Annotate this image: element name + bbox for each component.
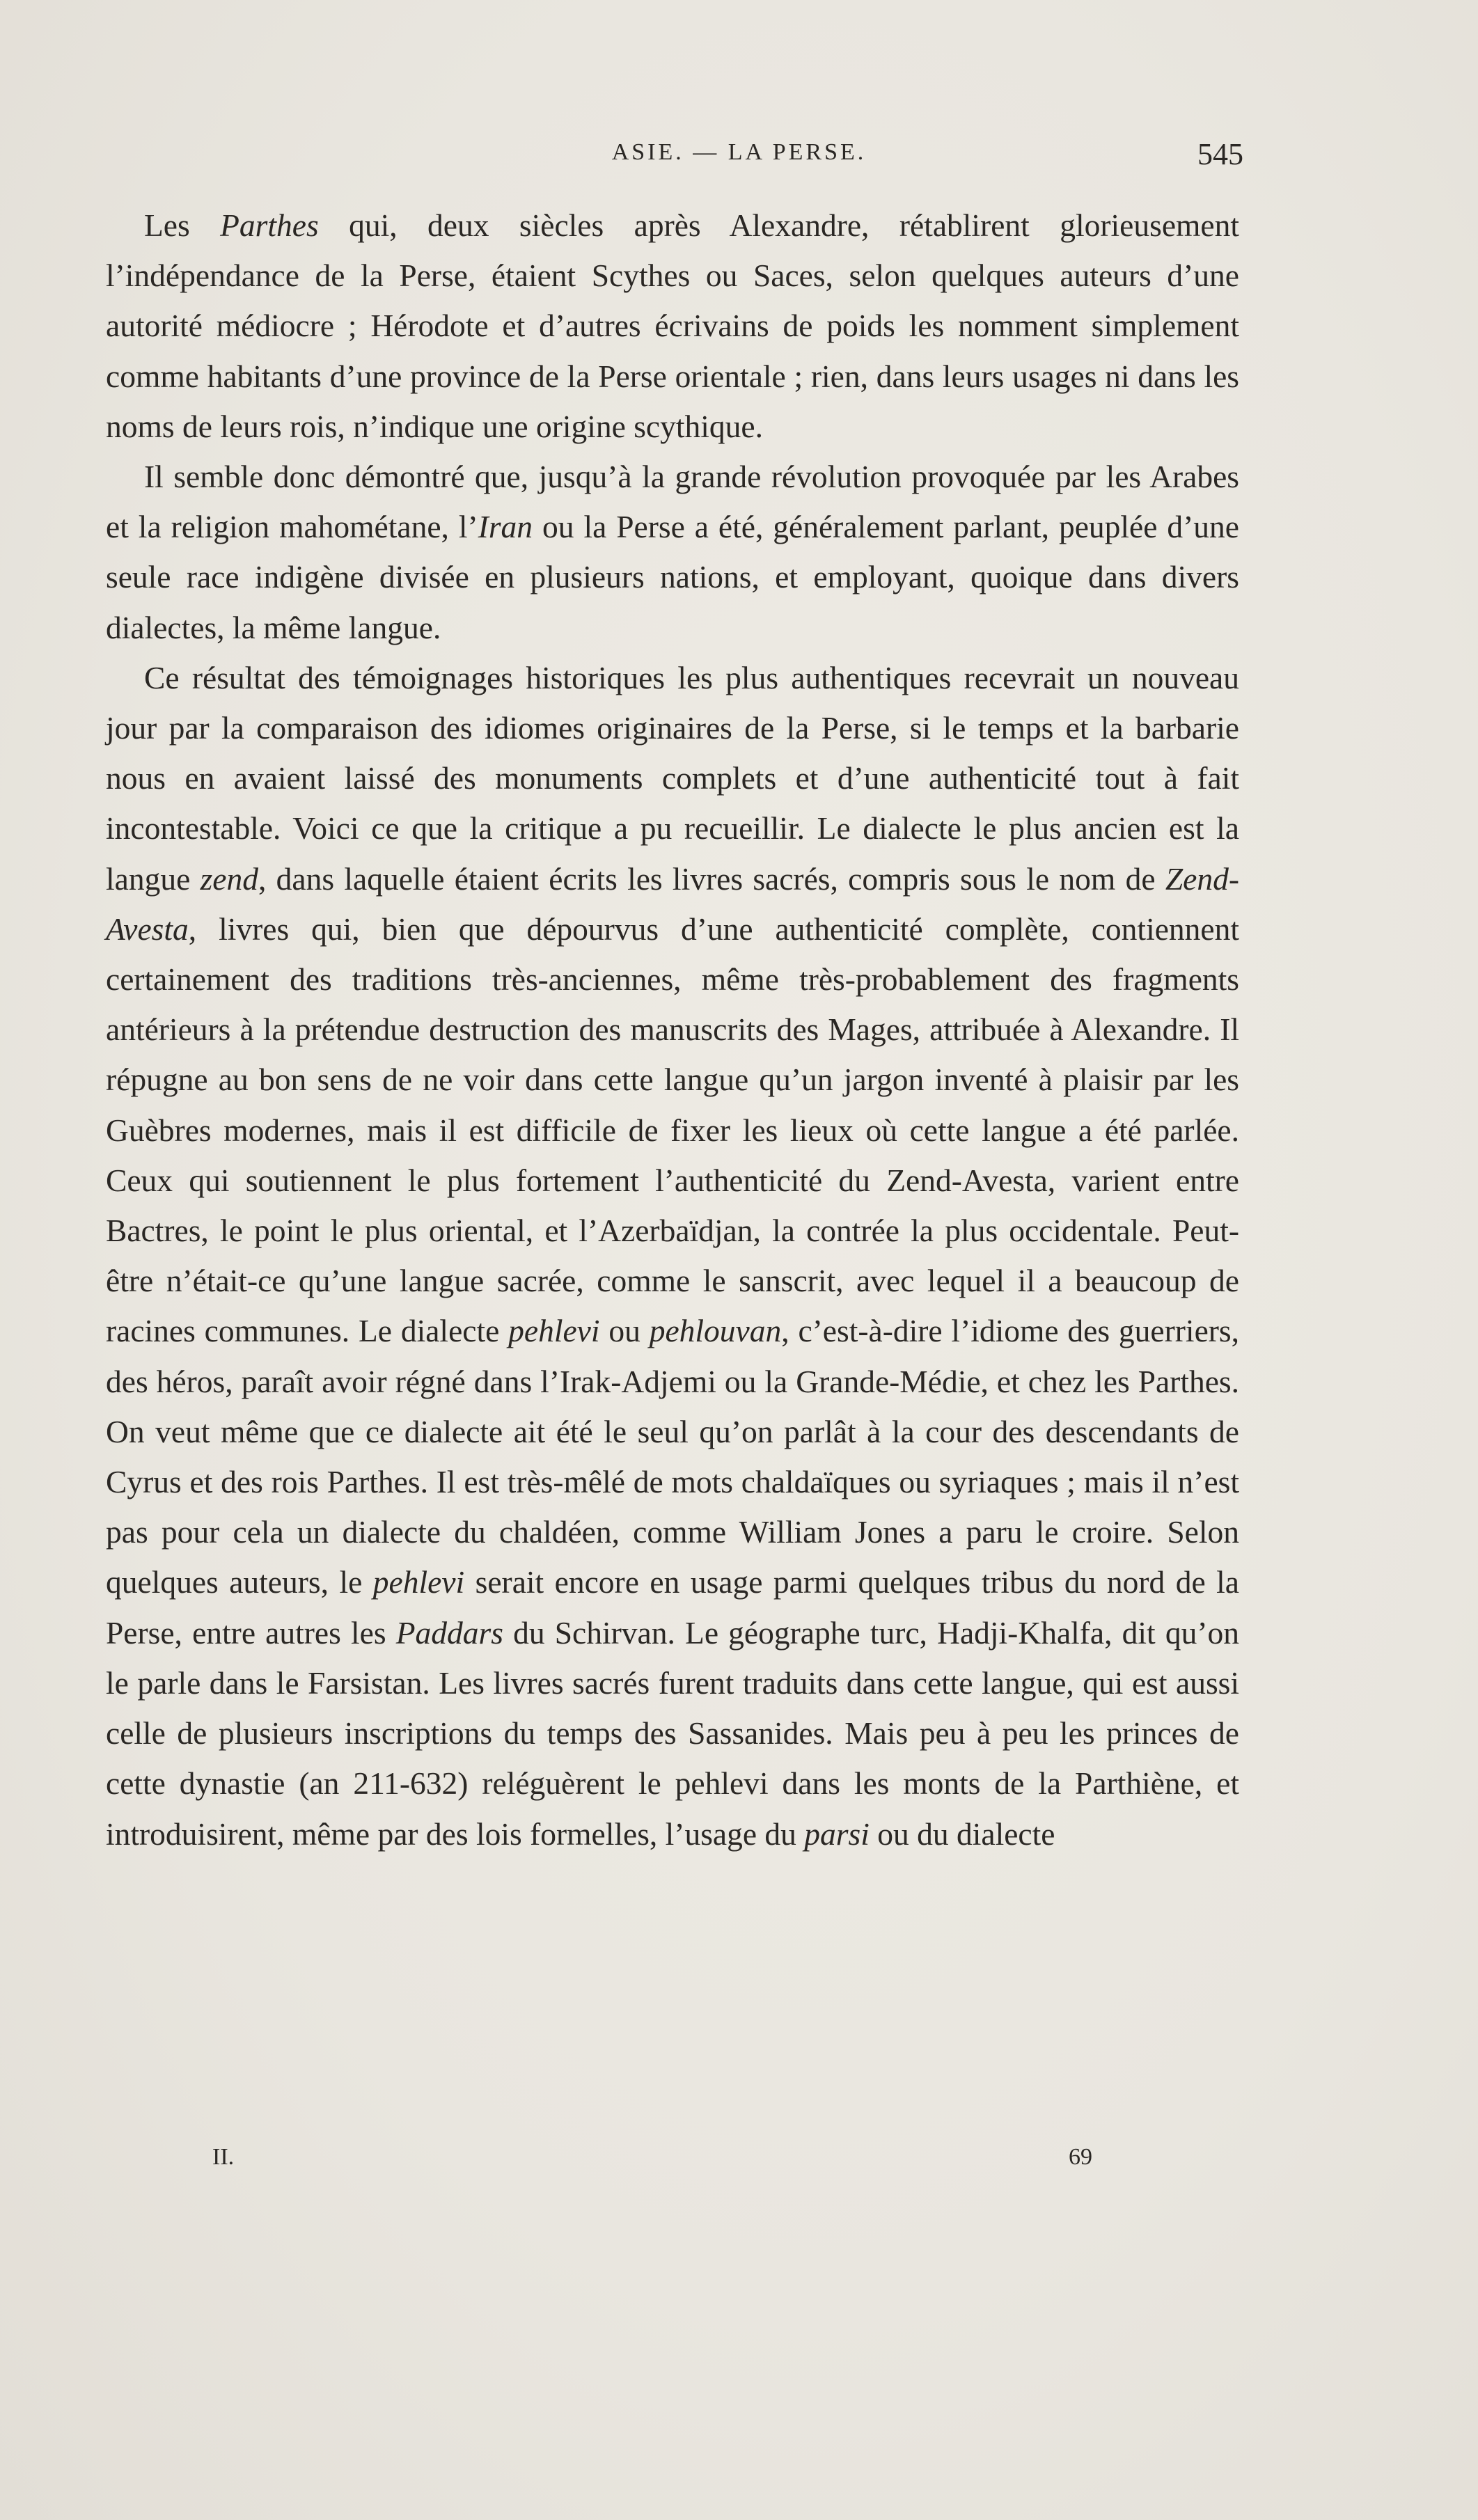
sheet-number: 69	[1069, 2144, 1092, 2170]
text-run: ou du dialecte	[869, 1816, 1055, 1852]
text-run: ou	[599, 1313, 650, 1349]
italic-term: pehlouvan	[649, 1313, 782, 1349]
text-run: ou la Perse a été, généralement parlant, peuplée d’une seule race indigène divisée en plusieurs nations, et employant, quoique dans divers dialectes, la même langue.	[106, 509, 1239, 645]
page-footer	[0, 2144, 1478, 2179]
text-run: , c’est-à-dire l’idiome des guerriers, des héros, paraît avoir régné dans l’Irak-Adjemi ou la Grande-Médie, et chez les Parthes. On veut même que ce dialecte ait été le seul qu’on parlât à la cour des descendants de Cyrus et des rois Parthes. Il est très-mêlé de mots chaldaïques ou syriaques ; mais il n’est pas pour cela un dialecte du chaldéen, comme William Jones a paru le croire. Selon quelques auteurs, le	[106, 1313, 1239, 1600]
italic-term: Parthes	[220, 207, 319, 243]
text-run: qui, deux siècles après Alexandre, rétablirent glorieusement l’indépendance de la Perse, étaient Scythes ou Saces, selon quelques auteurs d’une autorité médiocre ; Hérodote et d’autres écrivains de poids les nomment simplement comme habitants d’une province de la Perse orientale ; rien, dans leurs usages ni dans les noms de leurs rois, n’indique une origine scythique.	[106, 207, 1239, 444]
running-title: ASIE. — LA PERSE.	[611, 139, 867, 165]
text-run: Les	[144, 207, 221, 243]
italic-term: parsi	[804, 1816, 870, 1852]
running-head	[0, 139, 1478, 181]
italic-term: Paddars	[395, 1614, 503, 1651]
text-run: , dans laquelle étaient écrits les livres sacrés, compris sous le nom de	[258, 860, 1165, 897]
paragraph	[106, 200, 1239, 452]
italic-term: pehlevi	[508, 1313, 600, 1349]
text-run: Il semble donc démontré que, jusqu’à la grande révolution provoquée par les Arabes et la religion mahométane, l’	[106, 459, 1239, 545]
page-number: 545	[1197, 137, 1243, 171]
paragraph	[106, 653, 1239, 1859]
paragraph	[106, 452, 1239, 653]
signature-mark: II.	[212, 2144, 235, 2170]
italic-term: Zend-Avesta	[106, 860, 1239, 947]
text-run: Ce résultat des témoignages historiques les plus authentiques recevrait un nouveau jour par la comparaison des idiomes originaires de la Perse, si le temps et la barbarie nous en avaient laissé des monuments complets et d’une authenticité tout à fait incontestable. Voici ce que la critique a pu recueillir. Le dialecte le plus ancien est la langue	[106, 659, 1239, 897]
text-run: du Schirvan. Le géographe turc, Hadji-Khalfa, dit qu’on le parle dans le Farsistan. Les livres sacrés furent traduits dans cette langue, qui est aussi celle de plusieurs inscriptions du temps des Sassanides. Mais peu à peu les princes de cette dynastie (an 211-632) reléguèrent le pehlevi dans les monts de la Parthiène, et introduisirent, même par des lois formelles, l’usage du	[106, 1614, 1240, 1852]
text-run: serait encore en usage parmi quelques tribus du nord de la Perse, entre autres les	[106, 1564, 1239, 1651]
italic-term: Iran	[478, 509, 533, 545]
body-text	[106, 200, 1239, 1859]
italic-term: pehlevi	[372, 1564, 465, 1600]
text-run: , livres qui, bien que dépourvus d’une authenticité complète, contiennent certainement des traditions très-anciennes, même très-probablement des fragments antérieurs à la prétendue destruction des manuscrits des Mages, attribuée à Alexandre. Il répugne au bon sens de ne voir dans cette langue qu’un jargon inventé à plaisir par les Guèbres modernes, mais il est difficile de fixer les lieux où cette langue a été parlée. Ceux qui soutiennent le plus fortement l’authenticité du Zend-Avesta, varient entre Bactres, le point le plus oriental, et l’Azerbaïdjan, la contrée la plus occidentale. Peut-être n’était-ce qu’une langue sacrée, comme le sanscrit, avec lequel il a beaucoup de racines communes. Le dialecte	[106, 911, 1239, 1349]
italic-term: zend	[200, 860, 258, 897]
